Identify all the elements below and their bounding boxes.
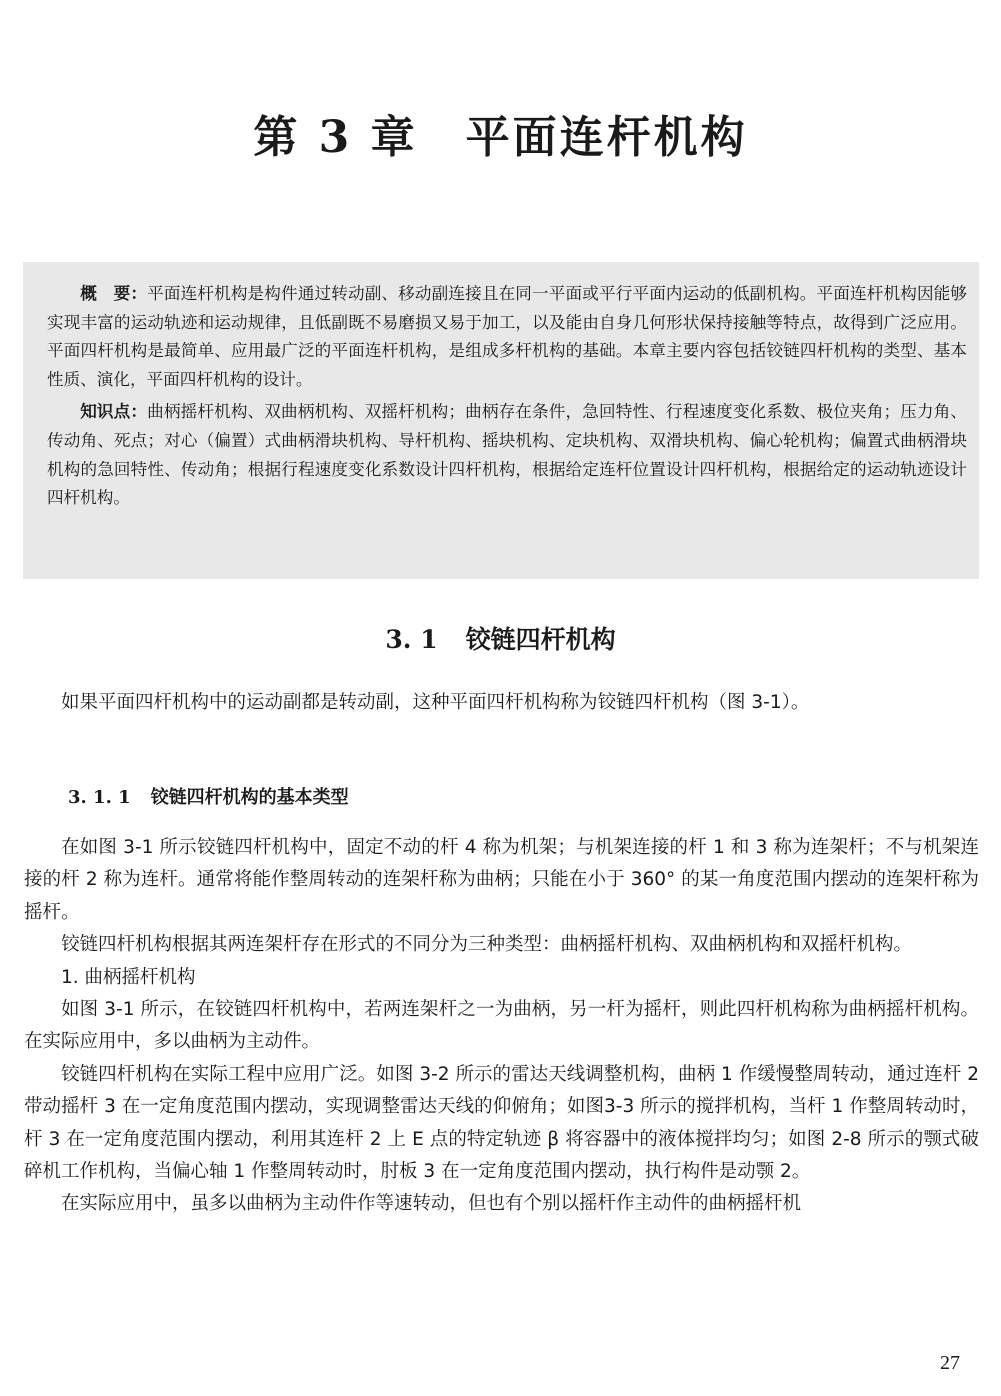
- section-heading: [0, 620, 1001, 660]
- body-text: [24, 832, 979, 1221]
- section-number: 3. 1: [385, 625, 438, 654]
- subsection-title: 铰链四杆机构的基本类型: [150, 787, 349, 808]
- overview-label: 概 要：: [80, 284, 148, 303]
- chapter-summary-box: [23, 262, 979, 579]
- subsection-number: 3. 1. 1: [68, 787, 131, 808]
- overview-paragraph: [47, 280, 967, 394]
- section-intro-paragraph: 如果平面四杆机构中的运动副都是转动副，这种平面四杆机构称为铰链四杆机构（图 3-1）。: [61, 692, 810, 713]
- subsection-heading: [68, 783, 349, 813]
- chapter-name: 平面连杆机构: [465, 112, 748, 163]
- chapter-title: [0, 108, 1001, 168]
- paragraph-applications: 铰链四杆机构在实际工程中应用广泛。如图 3-2 所示的雷达天线调整机构，曲柄 1 作缓慢整周转动，通过连杆 2 带动摇杆 3 在一定角度范围内摆动，实现调整雷达天线的仰俯角；如图3-3 所示的搅拌机构，当杆 1 作整周转动时，杆 3 在一定角度范围内摆动，利用其连杆 2 上 E 点的特定轨迹 β 将容器中的液体搅拌均匀；如图 2-8 所示的颚式破碎机工作机构，当偏心轴 1 作整周转动时，肘板 3 在一定角度范围内摆动，执行构件是动颚 2。: [24, 1063, 979, 1183]
- paragraph-continued: 在实际应用中，虽多以曲柄为主动件作等速转动，但也有个别以摇杆作主动件的曲柄摇杆机: [61, 1193, 802, 1215]
- paragraph-types: 铰链四杆机构根据其两连架杆存在形式的不同分为三种类型：曲柄摇杆机构、双曲柄机构和双摇杆机构。: [61, 934, 913, 956]
- knowledge-paragraph: [47, 398, 967, 512]
- paragraph-definitions: 在如图 3-1 所示铰链四杆机构中，固定不动的杆 4 称为机架；与机架连接的杆 1 和 3 称为连架杆；不与机架连接的杆 2 称为连杆。通常将能作整周转动的连架杆称为曲柄；只能在小于 360° 的某一角度范围内摆动的连架杆称为摇杆。: [24, 837, 979, 923]
- knowledge-text: 曲柄摇杆机构、双曲柄机构、双摇杆机构；曲柄存在条件，急回特性、行程速度变化系数、极位夹角；压力角、传动角、死点；对心（偏置）式曲柄滑块机构、导杆机构、摇块机构、定块机构、双滑块机构、偏心轮机构；偏置式曲柄滑块机构的急回特性、传动角；根据行程速度变化系数设计四杆机构，根据给定连杆位置设计四杆机构，根据给定的运动轨迹设计四杆机构。: [47, 402, 968, 508]
- knowledge-label: 知识点：: [80, 402, 148, 422]
- list-item-crank-rocker: 1. 曲柄摇杆机构: [61, 966, 196, 988]
- section-intro-block: [24, 687, 979, 719]
- chapter-number: 第 3 章: [253, 112, 418, 163]
- section-title: 铰链四杆机构: [465, 625, 616, 654]
- page-number: 27: [940, 1352, 960, 1374]
- overview-text: 平面连杆机构是构件通过转动副、移动副连接且在同一平面或平行平面内运动的低副机构。平面连杆机构因能够实现丰富的运动轨迹和运动规律，且低副既不易磨损又易于加工，以及能由自身几何形状保持接触等特点，故得到广泛应用。平面四杆机构是最简单、应用最广泛的平面连杆机构，是组成多杆机构的基础。本章主要内容包括铰链四杆机构的类型、基本性质、演化，平面四杆机构的设计。: [47, 284, 968, 389]
- paragraph-crank-rocker: 如图 3-1 所示，在铰链四杆机构中，若两连架杆之一为曲柄，另一杆为摇杆，则此四杆机构称为曲柄摇杆机构。在实际应用中，多以曲柄为主动件。: [24, 999, 979, 1053]
